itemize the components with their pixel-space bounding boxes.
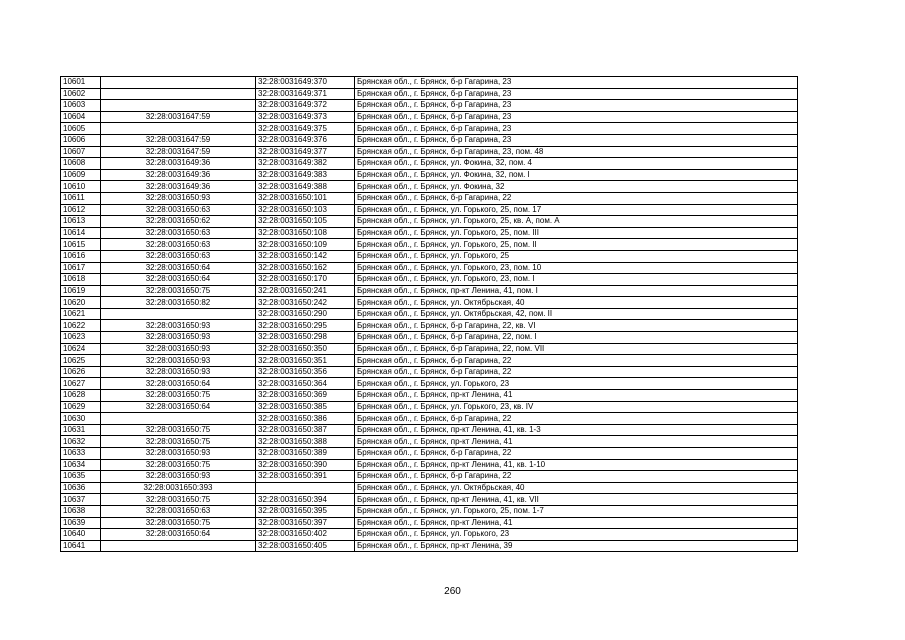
table-row (61, 239, 798, 251)
parcel-number-cell: 32:28:0031650:93 (101, 320, 256, 332)
address-cell: Брянская обл., г. Брянск, пр-кт Ленина, 41 (355, 517, 798, 529)
cadastral-number-cell: 32:28:0031650:105 (256, 216, 355, 228)
table-row (61, 343, 798, 355)
table-row (61, 308, 798, 320)
row-number-cell: 10640 (61, 529, 101, 541)
row-number-cell: 10603 (61, 100, 101, 112)
row-number-cell: 10627 (61, 378, 101, 390)
row-number-cell: 10628 (61, 390, 101, 402)
row-number-cell: 10604 (61, 111, 101, 123)
cadastral-number-cell: 32:28:0031650:397 (256, 517, 355, 529)
row-number-cell: 10633 (61, 448, 101, 460)
table-row (61, 158, 798, 170)
parcel-number-cell: 32:28:0031650:93 (101, 192, 256, 204)
parcel-number-cell: 32:28:0031649:36 (101, 158, 256, 170)
parcel-number-cell: 32:28:0031650:93 (101, 355, 256, 367)
address-cell: Брянская обл., г. Брянск, ул. Горького, 25, кв. А, пом. А (355, 216, 798, 228)
row-number-cell: 10614 (61, 227, 101, 239)
page-number: 260 (444, 586, 461, 597)
table-row (61, 77, 798, 89)
cadastral-number-cell: 32:28:0031649:382 (256, 158, 355, 170)
parcel-number-cell (101, 308, 256, 320)
cadastral-number-cell: 32:28:0031650:170 (256, 274, 355, 286)
row-number-cell: 10602 (61, 88, 101, 100)
table-row (61, 436, 798, 448)
address-cell: Брянская обл., г. Брянск, ул. Горького, 25, пом. II (355, 239, 798, 251)
parcel-number-cell: 32:28:0031647:59 (101, 134, 256, 146)
row-number-cell: 10632 (61, 436, 101, 448)
cadastral-number-cell: 32:28:0031650:295 (256, 320, 355, 332)
table-row (61, 192, 798, 204)
cadastral-number-cell: 32:28:0031649:383 (256, 169, 355, 181)
parcel-number-cell: 32:28:0031649:36 (101, 181, 256, 193)
table-row (61, 320, 798, 332)
parcel-number-cell: 32:28:0031650:75 (101, 494, 256, 506)
cadastral-number-cell: 32:28:0031650:101 (256, 192, 355, 204)
table-row (61, 285, 798, 297)
address-cell: Брянская обл., г. Брянск, б-р Гагарина, 22 (355, 471, 798, 483)
cadastral-number-cell: 32:28:0031650:162 (256, 262, 355, 274)
parcel-number-cell (101, 123, 256, 135)
row-number-cell: 10629 (61, 401, 101, 413)
cadastral-number-cell: 32:28:0031650:369 (256, 390, 355, 402)
table-row (61, 297, 798, 309)
cadastral-number-cell: 32:28:0031650:109 (256, 239, 355, 251)
row-number-cell: 10638 (61, 505, 101, 517)
row-number-cell: 10631 (61, 424, 101, 436)
parcel-number-cell: 32:28:0031650:93 (101, 343, 256, 355)
cadastral-number-cell: 32:28:0031649:372 (256, 100, 355, 112)
parcel-number-cell: 32:28:0031650:63 (101, 227, 256, 239)
table-row (61, 517, 798, 529)
parcel-number-cell: 32:28:0031650:63 (101, 239, 256, 251)
parcel-number-cell: 32:28:0031650:63 (101, 505, 256, 517)
row-number-cell: 10606 (61, 134, 101, 146)
row-number-cell: 10641 (61, 540, 101, 552)
parcel-number-cell: 32:28:0031650:64 (101, 274, 256, 286)
cadastral-number-cell: 32:28:0031650:351 (256, 355, 355, 367)
table-row (61, 413, 798, 425)
parcel-number-cell: 32:28:0031650:82 (101, 297, 256, 309)
cadastral-number-cell: 32:28:0031650:391 (256, 471, 355, 483)
row-number-cell: 10612 (61, 204, 101, 216)
address-cell: Брянская обл., г. Брянск, б-р Гагарина, 22, пом. VII (355, 343, 798, 355)
parcel-number-cell: 32:28:0031649:36 (101, 169, 256, 181)
row-number-cell: 10622 (61, 320, 101, 332)
table-row (61, 100, 798, 112)
row-number-cell: 10605 (61, 123, 101, 135)
cadastral-number-cell: 32:28:0031650:290 (256, 308, 355, 320)
address-cell: Брянская обл., г. Брянск, б-р Гагарина, 22 (355, 355, 798, 367)
address-cell: Брянская обл., г. Брянск, пр-кт Ленина, 41, кв. 1-10 (355, 459, 798, 471)
cadastral-number-cell: 32:28:0031650:242 (256, 297, 355, 309)
cadastral-number-cell: 32:28:0031650:364 (256, 378, 355, 390)
table-row (61, 482, 798, 494)
row-number-cell: 10613 (61, 216, 101, 228)
parcel-number-cell: 32:28:0031650:75 (101, 517, 256, 529)
table-row (61, 390, 798, 402)
parcel-number-cell (101, 88, 256, 100)
row-number-cell: 10610 (61, 181, 101, 193)
cadastral-number-cell: 32:28:0031650:405 (256, 540, 355, 552)
row-number-cell: 10635 (61, 471, 101, 483)
table-row (61, 169, 798, 181)
row-number-cell: 10601 (61, 77, 101, 89)
cadastral-number-cell: 32:28:0031649:375 (256, 123, 355, 135)
cadastral-number-cell: 32:28:0031650:390 (256, 459, 355, 471)
address-cell: Брянская обл., г. Брянск, пр-кт Ленина, 41, кв. 1-3 (355, 424, 798, 436)
parcel-number-cell: 32:28:0031650:93 (101, 366, 256, 378)
cadastral-number-cell: 32:28:0031650:386 (256, 413, 355, 425)
parcel-number-cell (101, 77, 256, 89)
table-row (61, 146, 798, 158)
address-cell: Брянская обл., г. Брянск, б-р Гагарина, 22, пом. I (355, 332, 798, 344)
parcel-number-cell: 32:28:0031650:75 (101, 459, 256, 471)
row-number-cell: 10611 (61, 192, 101, 204)
cadastral-number-cell: 32:28:0031650:385 (256, 401, 355, 413)
row-number-cell: 10618 (61, 274, 101, 286)
cadastral-number-cell: 32:28:0031650:402 (256, 529, 355, 541)
cadastral-number-cell: 32:28:0031650:388 (256, 436, 355, 448)
parcel-number-cell: 32:28:0031650:93 (101, 448, 256, 460)
parcel-number-cell: 32:28:0031650:75 (101, 390, 256, 402)
address-cell: Брянская обл., г. Брянск, ул. Фокина, 32, пом. I (355, 169, 798, 181)
address-cell: Брянская обл., г. Брянск, ул. Фокина, 32, пом. 4 (355, 158, 798, 170)
parcel-number-cell: 32:28:0031650:62 (101, 216, 256, 228)
table-row (61, 366, 798, 378)
table-row (61, 262, 798, 274)
parcel-number-cell: 32:28:0031650:64 (101, 378, 256, 390)
address-cell: Брянская обл., г. Брянск, ул. Горького, 23, пом. 10 (355, 262, 798, 274)
cadastral-number-cell: 32:28:0031650:356 (256, 366, 355, 378)
table-row (61, 111, 798, 123)
table-row (61, 505, 798, 517)
row-number-cell: 10615 (61, 239, 101, 251)
registry-table (60, 76, 798, 552)
cadastral-number-cell: 32:28:0031650:298 (256, 332, 355, 344)
address-cell: Брянская обл., г. Брянск, б-р Гагарина, 22 (355, 366, 798, 378)
cadastral-number-cell: 32:28:0031649:377 (256, 146, 355, 158)
cadastral-number-cell: 32:28:0031650:142 (256, 250, 355, 262)
parcel-number-cell: 32:28:0031650:64 (101, 401, 256, 413)
address-cell: Брянская обл., г. Брянск, ул. Горького, 23 (355, 378, 798, 390)
table-row (61, 355, 798, 367)
address-cell: Брянская обл., г. Брянск, ул. Горького, 23, кв. IV (355, 401, 798, 413)
address-cell: Брянская обл., г. Брянск, б-р Гагарина, 22 (355, 448, 798, 460)
table-row (61, 448, 798, 460)
parcel-number-cell: 32:28:0031650:75 (101, 285, 256, 297)
cadastral-number-cell: 32:28:0031650:241 (256, 285, 355, 297)
address-cell: Брянская обл., г. Брянск, ул. Горького, 23, пом. I (355, 274, 798, 286)
parcel-number-cell: 32:28:0031647:59 (101, 111, 256, 123)
address-cell: Брянская обл., г. Брянск, б-р Гагарина, 22, кв. VI (355, 320, 798, 332)
address-cell: Брянская обл., г. Брянск, ул. Октябрьская, 40 (355, 482, 798, 494)
parcel-number-cell: 32:28:0031650:75 (101, 424, 256, 436)
parcel-number-cell: 32:28:0031650:93 (101, 471, 256, 483)
parcel-number-cell: 32:28:0031650:75 (101, 436, 256, 448)
parcel-number-cell: 32:28:0031650:63 (101, 204, 256, 216)
table-row (61, 401, 798, 413)
address-cell: Брянская обл., г. Брянск, пр-кт Ленина, 41 (355, 390, 798, 402)
address-cell: Брянская обл., г. Брянск, б-р Гагарина, 23 (355, 100, 798, 112)
address-cell: Брянская обл., г. Брянск, б-р Гагарина, 22 (355, 413, 798, 425)
address-cell: Брянская обл., г. Брянск, пр-кт Ленина, 41 (355, 436, 798, 448)
address-cell: Брянская обл., г. Брянск, ул. Октябрьская, 40 (355, 297, 798, 309)
table-row (61, 471, 798, 483)
registry-table-body (61, 77, 798, 552)
address-cell: Брянская обл., г. Брянск, пр-кт Ленина, 41, кв. VII (355, 494, 798, 506)
row-number-cell: 10623 (61, 332, 101, 344)
address-cell: Брянская обл., г. Брянск, ул. Горького, 23 (355, 529, 798, 541)
table-row (61, 274, 798, 286)
parcel-number-cell: 32:28:0031650:393 (101, 482, 256, 494)
cadastral-number-cell: 32:28:0031649:373 (256, 111, 355, 123)
table-row (61, 494, 798, 506)
parcel-number-cell: 32:28:0031647:59 (101, 146, 256, 158)
parcel-number-cell: 32:28:0031650:63 (101, 250, 256, 262)
address-cell: Брянская обл., г. Брянск, ул. Горького, 25 (355, 250, 798, 262)
address-cell: Брянская обл., г. Брянск, пр-кт Ленина, 41, пом. I (355, 285, 798, 297)
table-row (61, 378, 798, 390)
cadastral-number-cell: 32:28:0031650:395 (256, 505, 355, 517)
cadastral-number-cell: 32:28:0031649:370 (256, 77, 355, 89)
cadastral-number-cell: 32:28:0031649:376 (256, 134, 355, 146)
table-row (61, 529, 798, 541)
address-cell: Брянская обл., г. Брянск, ул. Горького, 25, пом. 1-7 (355, 505, 798, 517)
table-row (61, 134, 798, 146)
table-row (61, 204, 798, 216)
row-number-cell: 10608 (61, 158, 101, 170)
cadastral-number-cell (256, 482, 355, 494)
table-row (61, 332, 798, 344)
cadastral-number-cell: 32:28:0031650:350 (256, 343, 355, 355)
cadastral-number-cell: 32:28:0031650:108 (256, 227, 355, 239)
table-row (61, 250, 798, 262)
row-number-cell: 10607 (61, 146, 101, 158)
address-cell: Брянская обл., г. Брянск, ул. Октябрьская, 42, пом. II (355, 308, 798, 320)
address-cell: Брянская обл., г. Брянск, б-р Гагарина, 23 (355, 77, 798, 89)
address-cell: Брянская обл., г. Брянск, б-р Гагарина, 23 (355, 111, 798, 123)
parcel-number-cell (101, 413, 256, 425)
table-row (61, 181, 798, 193)
row-number-cell: 10609 (61, 169, 101, 181)
cadastral-number-cell: 32:28:0031650:394 (256, 494, 355, 506)
cadastral-number-cell: 32:28:0031650:387 (256, 424, 355, 436)
address-cell: Брянская обл., г. Брянск, б-р Гагарина, 23, пом. 48 (355, 146, 798, 158)
cadastral-number-cell: 32:28:0031649:388 (256, 181, 355, 193)
address-cell: Брянская обл., г. Брянск, ул. Горького, 25, пом. III (355, 227, 798, 239)
row-number-cell: 10616 (61, 250, 101, 262)
cadastral-number-cell: 32:28:0031649:371 (256, 88, 355, 100)
row-number-cell: 10637 (61, 494, 101, 506)
parcel-number-cell (101, 100, 256, 112)
table-row (61, 459, 798, 471)
row-number-cell: 10634 (61, 459, 101, 471)
parcel-number-cell: 32:28:0031650:93 (101, 332, 256, 344)
row-number-cell: 10625 (61, 355, 101, 367)
parcel-number-cell (101, 540, 256, 552)
table-row (61, 216, 798, 228)
row-number-cell: 10639 (61, 517, 101, 529)
row-number-cell: 10626 (61, 366, 101, 378)
table-row (61, 88, 798, 100)
cadastral-number-cell: 32:28:0031650:103 (256, 204, 355, 216)
address-cell: Брянская обл., г. Брянск, б-р Гагарина, 22 (355, 192, 798, 204)
row-number-cell: 10636 (61, 482, 101, 494)
row-number-cell: 10621 (61, 308, 101, 320)
table-row (61, 424, 798, 436)
address-cell: Брянская обл., г. Брянск, б-р Гагарина, 23 (355, 134, 798, 146)
address-cell: Брянская обл., г. Брянск, ул. Фокина, 32 (355, 181, 798, 193)
parcel-number-cell: 32:28:0031650:64 (101, 529, 256, 541)
table-row (61, 123, 798, 135)
address-cell: Брянская обл., г. Брянск, пр-кт Ленина, 39 (355, 540, 798, 552)
address-cell: Брянская обл., г. Брянск, б-р Гагарина, 23 (355, 123, 798, 135)
table-row (61, 227, 798, 239)
table-row (61, 540, 798, 552)
row-number-cell: 10617 (61, 262, 101, 274)
row-number-cell: 10624 (61, 343, 101, 355)
row-number-cell: 10620 (61, 297, 101, 309)
row-number-cell: 10630 (61, 413, 101, 425)
address-cell: Брянская обл., г. Брянск, б-р Гагарина, 23 (355, 88, 798, 100)
cadastral-number-cell: 32:28:0031650:389 (256, 448, 355, 460)
parcel-number-cell: 32:28:0031650:64 (101, 262, 256, 274)
row-number-cell: 10619 (61, 285, 101, 297)
address-cell: Брянская обл., г. Брянск, ул. Горького, 25, пом. 17 (355, 204, 798, 216)
